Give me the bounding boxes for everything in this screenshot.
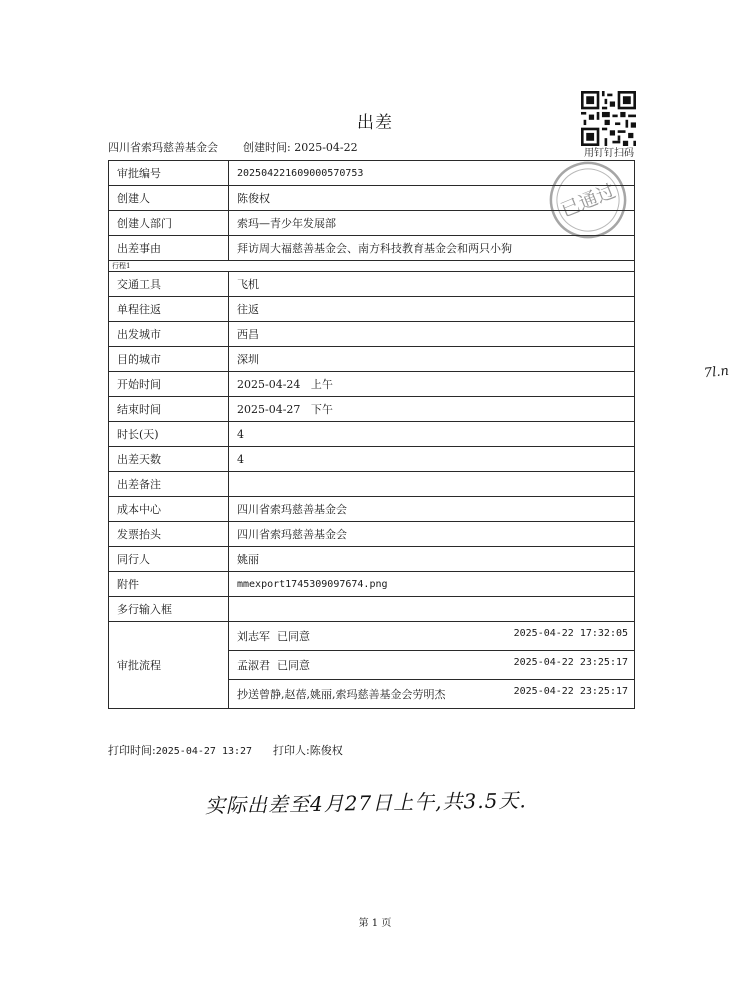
field-value: 西昌 bbox=[229, 322, 635, 347]
field-value: 四川省索玛慈善基金会 bbox=[229, 522, 635, 547]
table-row bbox=[109, 347, 635, 372]
qr-caption: 用钉钉扫码 bbox=[584, 148, 634, 159]
stamp-text: 已通过 bbox=[557, 180, 619, 222]
field-label: 多行输入框 bbox=[109, 597, 229, 622]
table-row bbox=[109, 272, 635, 297]
approval-step-text: 孟淑君 已同意 bbox=[237, 659, 310, 672]
field-label: 时长(天) bbox=[109, 422, 229, 447]
approval-step-row bbox=[109, 622, 635, 651]
table-row bbox=[109, 297, 635, 322]
field-label: 交通工具 bbox=[109, 272, 229, 297]
table-row bbox=[109, 236, 635, 261]
field-label: 出差备注 bbox=[109, 472, 229, 497]
print-info bbox=[108, 742, 343, 758]
field-label: 出发城市 bbox=[109, 322, 229, 347]
field-value: 202504221609000570753 bbox=[229, 161, 635, 186]
print-time-label: 打印时间: bbox=[108, 744, 156, 757]
attachment-link[interactable]: mmexport1745309097674.png bbox=[229, 572, 635, 597]
table-row bbox=[109, 522, 635, 547]
table-row bbox=[109, 211, 635, 236]
table-row bbox=[109, 186, 635, 211]
field-value: 姚丽 bbox=[229, 547, 635, 572]
dingtalk-qr-code-icon bbox=[581, 91, 636, 146]
table-row bbox=[109, 397, 635, 422]
field-value: 4 bbox=[229, 422, 635, 447]
table-row bbox=[109, 472, 635, 497]
handwritten-note: 实际出差至4月27日上午,共3.5天. bbox=[204, 788, 527, 818]
print-time-value: 2025-04-27 13:27 bbox=[155, 746, 253, 757]
field-label: 创建人 bbox=[109, 186, 229, 211]
field-label: 出差事由 bbox=[109, 236, 229, 261]
printer-label: 打印人: bbox=[273, 744, 310, 757]
field-label: 创建人部门 bbox=[109, 211, 229, 236]
field-value: 陈俊权 bbox=[229, 186, 635, 211]
field-label: 目的城市 bbox=[109, 347, 229, 372]
margin-handwriting: 7l.n bbox=[703, 363, 730, 382]
page-number: 第 1 页 bbox=[358, 918, 392, 929]
field-value: 四川省索玛慈善基金会 bbox=[229, 497, 635, 522]
table-row bbox=[109, 597, 635, 622]
field-value bbox=[229, 472, 635, 497]
approval-step bbox=[229, 651, 635, 680]
field-label: 出差天数 bbox=[109, 447, 229, 472]
created-value: 2025-04-22 bbox=[294, 141, 358, 154]
approval-step-text: 抄送曾静,赵蓓,姚丽,索玛慈善基金会劳明杰 bbox=[237, 688, 446, 701]
table-row bbox=[109, 497, 635, 522]
created-label: 创建时间: bbox=[243, 141, 291, 154]
itinerary-label: 行程1 bbox=[109, 261, 635, 272]
table-row bbox=[109, 161, 635, 186]
field-label: 附件 bbox=[109, 572, 229, 597]
field-value: 4 bbox=[229, 447, 635, 472]
field-label: 开始时间 bbox=[109, 372, 229, 397]
approval-step bbox=[229, 680, 635, 709]
printer-value: 陈俊权 bbox=[309, 744, 343, 757]
field-value bbox=[229, 597, 635, 622]
field-value: 飞机 bbox=[229, 272, 635, 297]
field-label: 发票抬头 bbox=[109, 522, 229, 547]
table-row bbox=[109, 422, 635, 447]
field-value: 拜访周大福慈善基金会、南方科技教育基金会和两只小狗 bbox=[229, 236, 635, 261]
table-row bbox=[109, 322, 635, 347]
table-row bbox=[109, 547, 635, 572]
field-label: 结束时间 bbox=[109, 397, 229, 422]
field-label: 审批编号 bbox=[109, 161, 229, 186]
document-title: 出差 bbox=[357, 113, 393, 133]
field-value: 索玛—青少年发展部 bbox=[229, 211, 635, 236]
field-label: 单程往返 bbox=[109, 297, 229, 322]
field-value: 深圳 bbox=[229, 347, 635, 372]
approval-step bbox=[229, 622, 635, 651]
table-row bbox=[109, 372, 635, 397]
approval-step-text: 刘志军 已同意 bbox=[237, 630, 310, 643]
created-time bbox=[243, 139, 358, 155]
field-label: 同行人 bbox=[109, 547, 229, 572]
table-row bbox=[109, 572, 635, 597]
approval-form-table bbox=[108, 160, 635, 709]
approval-step-time: 2025-04-22 23:25:17 bbox=[513, 657, 628, 668]
field-value: 2025-04-24 上午 bbox=[229, 372, 635, 397]
field-value: 往返 bbox=[229, 297, 635, 322]
field-value: 2025-04-27 下午 bbox=[229, 397, 635, 422]
approval-step-time: 2025-04-22 17:32:05 bbox=[513, 628, 628, 639]
organization-name: 四川省索玛慈善基金会 bbox=[108, 141, 218, 154]
approval-flow-label: 审批流程 bbox=[109, 622, 229, 709]
table-row bbox=[109, 447, 635, 472]
field-label: 成本中心 bbox=[109, 497, 229, 522]
approval-step-time: 2025-04-22 23:25:17 bbox=[513, 686, 628, 697]
itinerary-header-row bbox=[109, 261, 635, 272]
